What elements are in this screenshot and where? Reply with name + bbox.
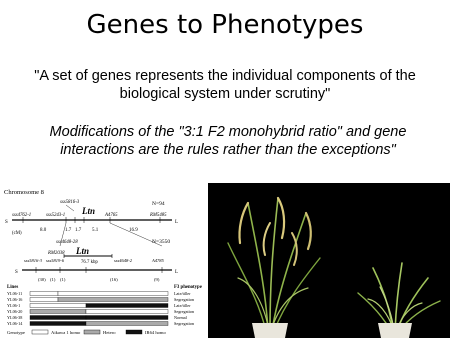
marker-label: RM5485 xyxy=(150,213,167,218)
marker-label: A4785 xyxy=(152,258,164,263)
svg-text:Normal: Normal xyxy=(174,315,187,320)
count-label: (1) xyxy=(50,277,56,282)
scale-label: 76.7 kbp xyxy=(81,260,98,265)
rice-plants-photo xyxy=(208,183,450,338)
unit-label: (cM) xyxy=(12,231,22,236)
svg-text:YL06-16: YL06-16 xyxy=(7,297,23,302)
svg-text:YL06-14: YL06-14 xyxy=(7,321,23,326)
svg-text:YL06-38: YL06-38 xyxy=(7,315,23,320)
marker-label: A4765 xyxy=(105,213,118,218)
svg-text:Late/tiller: Late/tiller xyxy=(174,303,191,308)
svg-text:Aikawa 1 homo: Aikawa 1 homo xyxy=(51,330,81,335)
marker-label: sss5819-6 xyxy=(46,258,65,263)
marker-label: sss4648-2 xyxy=(114,258,133,263)
genetic-map-figure xyxy=(2,183,202,338)
phenotype-header: F3 phenotype xyxy=(174,285,202,290)
count-label: (1) xyxy=(60,277,66,282)
quote-text: "A set of genes represents the individual components of the biological system under scrutiny" xyxy=(34,68,416,102)
svg-text:YL06-20: YL06-20 xyxy=(7,309,23,314)
short-plant-pot xyxy=(378,323,412,338)
end-label-l: L xyxy=(175,220,179,225)
distance-label: 5.1 xyxy=(92,228,99,233)
gene-label: Ltn xyxy=(82,206,96,216)
line-row xyxy=(7,291,191,296)
distance-label: 16.9 xyxy=(129,228,138,233)
svg-text:Segregation: Segregation xyxy=(174,321,195,326)
gene-label-lower: Ltn xyxy=(76,246,90,256)
marker-label: RM2038 xyxy=(48,251,65,256)
distance-label: 8.0 xyxy=(40,228,47,233)
count-label: (16) xyxy=(110,277,118,282)
modifications-text: Modifications of the "3:1 F2 monohybrid ratio" and gene interactions are the rules rather than the exceptions" xyxy=(49,124,407,158)
end-label-s-lower: S xyxy=(15,270,18,275)
distance-label: 1.7 xyxy=(65,228,72,233)
line-row xyxy=(7,303,191,308)
end-label-l-lower: L xyxy=(175,270,179,275)
svg-text:Genotype: Genotype xyxy=(7,330,25,335)
line-row xyxy=(7,309,195,314)
svg-text:Segregation: Segregation xyxy=(174,297,195,302)
marker-label: sss4762-1 xyxy=(12,213,32,218)
distance-label: 1.7 xyxy=(75,228,82,233)
svg-text:YL06-1: YL06-1 xyxy=(7,303,21,308)
n-bottom-label: N=3550 xyxy=(152,239,171,245)
count-label: (9) xyxy=(154,277,160,282)
lines-header: Lines xyxy=(7,285,19,290)
chromosome-label: Chromosome 8 xyxy=(4,189,44,196)
marker-label: sss5243-1 xyxy=(46,213,66,218)
marker-pointer xyxy=(66,205,74,211)
line-row xyxy=(7,321,195,326)
n-top-label: N=94 xyxy=(152,201,165,207)
svg-text:Segregation: Segregation xyxy=(174,309,195,314)
line-row xyxy=(7,315,188,320)
marker-label: sss5816-3 xyxy=(24,258,43,263)
tall-plant-pot xyxy=(252,323,288,338)
marker-label: sss5816-3 xyxy=(60,200,80,205)
line-row xyxy=(7,297,195,302)
slide-title: Genes to Phenotypes xyxy=(86,10,364,40)
genotype-legend xyxy=(7,330,167,335)
svg-text:YL06-11: YL06-11 xyxy=(7,291,23,296)
svg-text:IR64 homo: IR64 homo xyxy=(145,330,166,335)
svg-text:Late/tiller: Late/tiller xyxy=(174,291,191,296)
svg-text:Hetero: Hetero xyxy=(103,330,116,335)
count-label: (30) xyxy=(38,277,46,282)
end-label-s: S xyxy=(5,220,8,225)
marker-label: sss4648-28 xyxy=(56,240,78,245)
